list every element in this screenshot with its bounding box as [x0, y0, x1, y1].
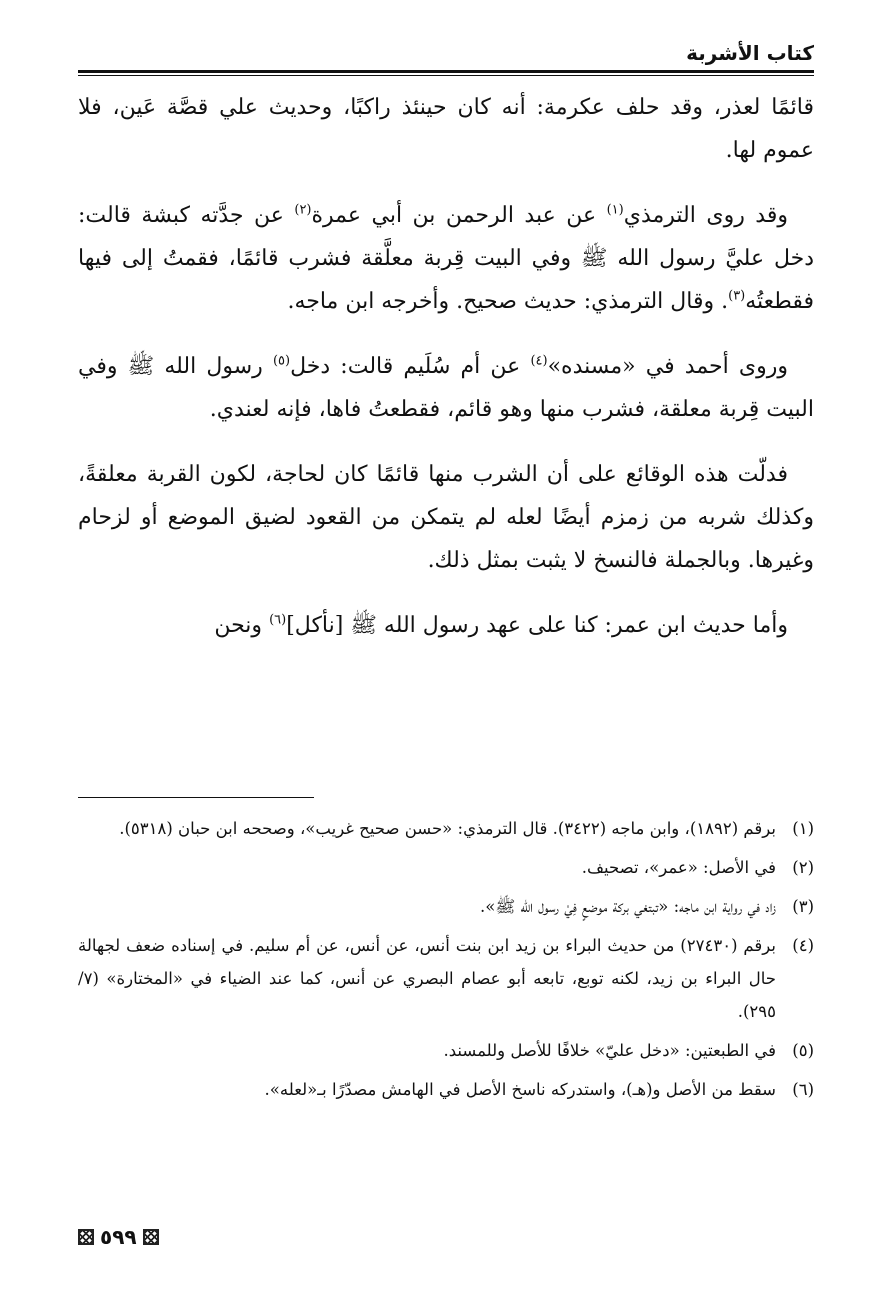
paragraph-1-text: قائمًا لعذر، وقد حلف عكرمة: أنه كان حينئذ راكبًا، وحديث علي قصَّة عَين، فلا عموم لها.: [78, 95, 814, 163]
footnote-ref-5[interactable]: (٥): [272, 353, 291, 369]
footnote-ref-2[interactable]: (٢): [294, 202, 312, 218]
paragraph-3-text-b: عن أم سُلَيم قالت: دخل: [290, 354, 531, 379]
paragraph-1: [78, 86, 814, 172]
footnote-text: برقم (١٨٩٢)، وابن ماجه (٣٤٢٢). قال الترمذي: «حسن صحيح غريب»، وصححه ابن حبان (٥٣١٨).: [119, 819, 776, 838]
paragraph-5-text-b: ونحن: [214, 613, 270, 638]
footnote-separator: [78, 797, 314, 798]
paragraph-2-text-a: وقد روى الترمذي: [623, 203, 788, 228]
footnote-text: سقط من الأصل و(هـ)، واستدركه ناسخ الأصل في الهامش مصدّرًا بـ«لعله».: [264, 1080, 776, 1099]
paragraph-5: [78, 604, 814, 647]
footnote-number: (٣): [792, 897, 814, 916]
running-header: [78, 30, 814, 76]
diamond-ornament-icon: [78, 1229, 94, 1245]
footnote-number: (٥): [792, 1041, 814, 1060]
paragraph-5-text-a: وأما حديث ابن عمر: كنا على عهد رسول الله ﷺ [نأكل]: [286, 613, 788, 638]
paragraph-2-text-b: عن عبد الرحمن بن أبي عمرة: [311, 203, 607, 228]
paragraph-3-text-c: رسول الله ﷺ وفي البيت قِربة معلقة، فشرب منها وهو قائم، فقطعتُ فاها، فإنه لعندي.: [78, 354, 814, 422]
footnote-item: [78, 812, 814, 845]
footnote-text: في الطبعتين: «دخل عليّ» خلافًا للأصل وللمسند.: [443, 1041, 776, 1060]
header-rule-thick: [78, 70, 814, 73]
footnote-item: [78, 929, 814, 1028]
page-folio: [78, 1225, 159, 1249]
footnote-number: (٢): [792, 858, 814, 877]
header-rule-thin: [78, 75, 814, 76]
paragraph-2-text-c: عن جدَّته كبشة قالت: دخل عليَّ رسول الله ﷺ وفي البيت قِربة معلَّقة فشرب قائمًا، فقمتُ إلى فيها فقطعتُه: [78, 203, 814, 314]
main-text: [78, 86, 814, 669]
footnote-item: [78, 1073, 814, 1106]
diamond-ornament-icon: [143, 1229, 159, 1245]
footnote-ref-6[interactable]: (٦): [269, 612, 287, 628]
paragraph-3-text-a: وروى أحمد في «مسنده»: [547, 354, 788, 379]
page-number: ٥٩٩: [100, 1225, 137, 1249]
footnote-text: برقم (٢٧٤٣٠) من حديث البراء بن زيد ابن بنت أنس، عن أنس، عن أم سليم. في إسناده ضعف لجهالة حال البراء بن زيد، لكنه توبع، تابعه أبو عصام البصري عن أنس، كما عند الضياء في «المختارة» (٧/ ٢٩٥).: [78, 936, 776, 1021]
footnote-ref-1[interactable]: (١): [606, 202, 624, 218]
footnote-item: [78, 851, 814, 884]
paragraph-4: [78, 453, 814, 582]
footnote-number: (١): [792, 819, 814, 838]
footnote-number: (٤): [792, 936, 814, 955]
footnote-text: زاد في رواية ابن ماجه: «تبتغي بركة موضعٍ فِيْ رسول الله ﷺ».: [480, 897, 776, 916]
footnote-ref-4[interactable]: (٤): [530, 353, 548, 369]
footnotes: [78, 812, 814, 1112]
footnote-item: [78, 890, 814, 923]
paragraph-2-text-d: . وقال الترمذي: حديث صحيح. وأخرجه ابن ماجه.: [287, 289, 729, 314]
footnote-item: [78, 1034, 814, 1067]
footnote-text: في الأصل: «عمر»، تصحيف.: [581, 858, 776, 877]
running-title: كتاب الأشربة: [686, 41, 814, 65]
paragraph-4-text: فدلّت هذه الوقائع على أن الشرب منها قائمًا كان لحاجة، لكون القربة معلقةً، وكذلك شربه من زمزم أيضًا لعله لم يتمكن من القعود لضيق الموضع أو لزحام وغيرها. وبالجملة فالنسخ لا يثبت بمثل ذلك.: [78, 462, 814, 573]
footnote-number: (٦): [792, 1080, 814, 1099]
footnote-ref-3[interactable]: (٣): [728, 288, 746, 304]
paragraph-2: [78, 194, 814, 323]
paragraph-3: [78, 345, 814, 431]
